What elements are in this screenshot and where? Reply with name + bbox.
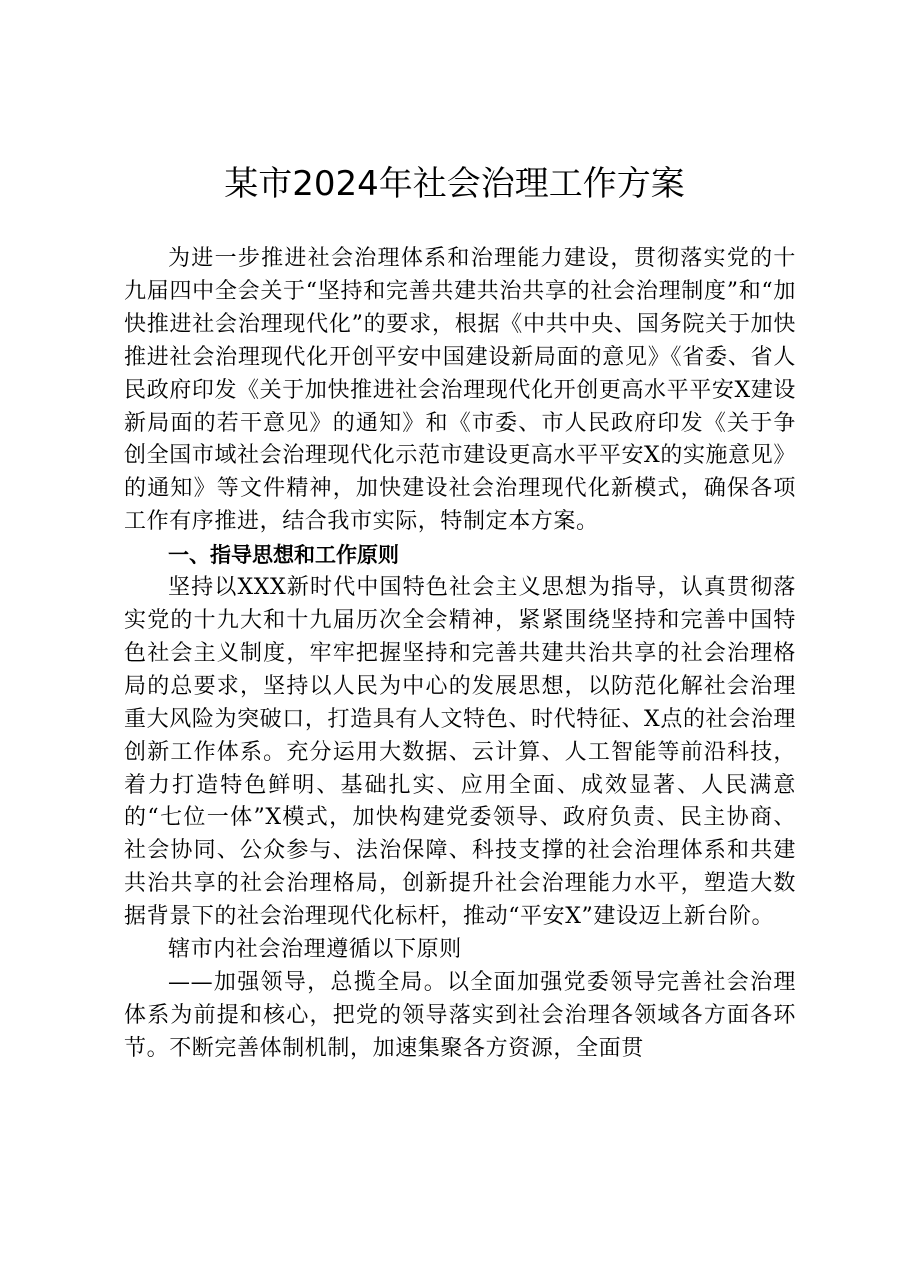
principles-intro-paragraph: 辖市内社会治理遵循以下原则: [168, 937, 462, 963]
document-body: [124, 243, 796, 1066]
guiding-ideology-paragraph: 坚持以XXX新时代中国特色社会主义思想为指导，认真贯彻落实党的十九大和十九届历次全会精神，紧紧围绕坚持和完善中国特色社会主义制度，牢牢把握坚持和完善共建共治共享的社会治理格局的总要求，坚持以人民为中心的发展思想，以防范化解社会治理重大风险为突破口，打造具有人文特色、时代特征、X点的社会治理创新工作体系。充分运用大数据、云计算、人工智能等前沿科技，着力打造特色鲜明、基础扎实、应用全面、成效显著、人民满意的“七位一体”X模式，加快构建党委领导、政府负责、民主协商、社会协同、公众参与、法治保障、科技支撑的社会治理体系和共建共治共享的社会治理格局，创新提升社会治理能力水平，塑造大数据背景下的社会治理现代化标杆，推动“平安X”建设迈上新台阶。: [124, 575, 796, 930]
intro-paragraph: 为进一步推进社会治理体系和治理能力建设，贯彻落实党的十九届四中全会关于“坚持和完善共建共治共享的社会治理制度”和“加快推进社会治理现代化”的要求，根据《中共中央、国务院关于加快推进社会治理现代化开创平安中国建设新局面的意见》《省委、省人民政府印发《关于加快推进社会治理现代化开创更高水平平安X建设新局面的若干意见》的通知》和《市委、市人民政府印发《关于争创全国市域社会治理现代化示范市建设更高水平平安X的实施意见》的通知》等文件精神，加快建设社会治理现代化新模式，确保各项工作有序推进，结合我市实际，特制定本方案。: [124, 246, 796, 535]
document-title: 某市2024年社会治理工作方案: [224, 164, 685, 204]
principle-leadership-paragraph: ——加强领导，总揽全局。以全面加强党委领导完善社会治理体系为前提和核心，把党的领导落实到社会治理各领域各方面各环节。不断完善体制机制，加速集聚各方资源，全面贯: [124, 969, 796, 1061]
section-heading-guiding-principles: 一、指导思想和工作原则: [168, 543, 399, 568]
